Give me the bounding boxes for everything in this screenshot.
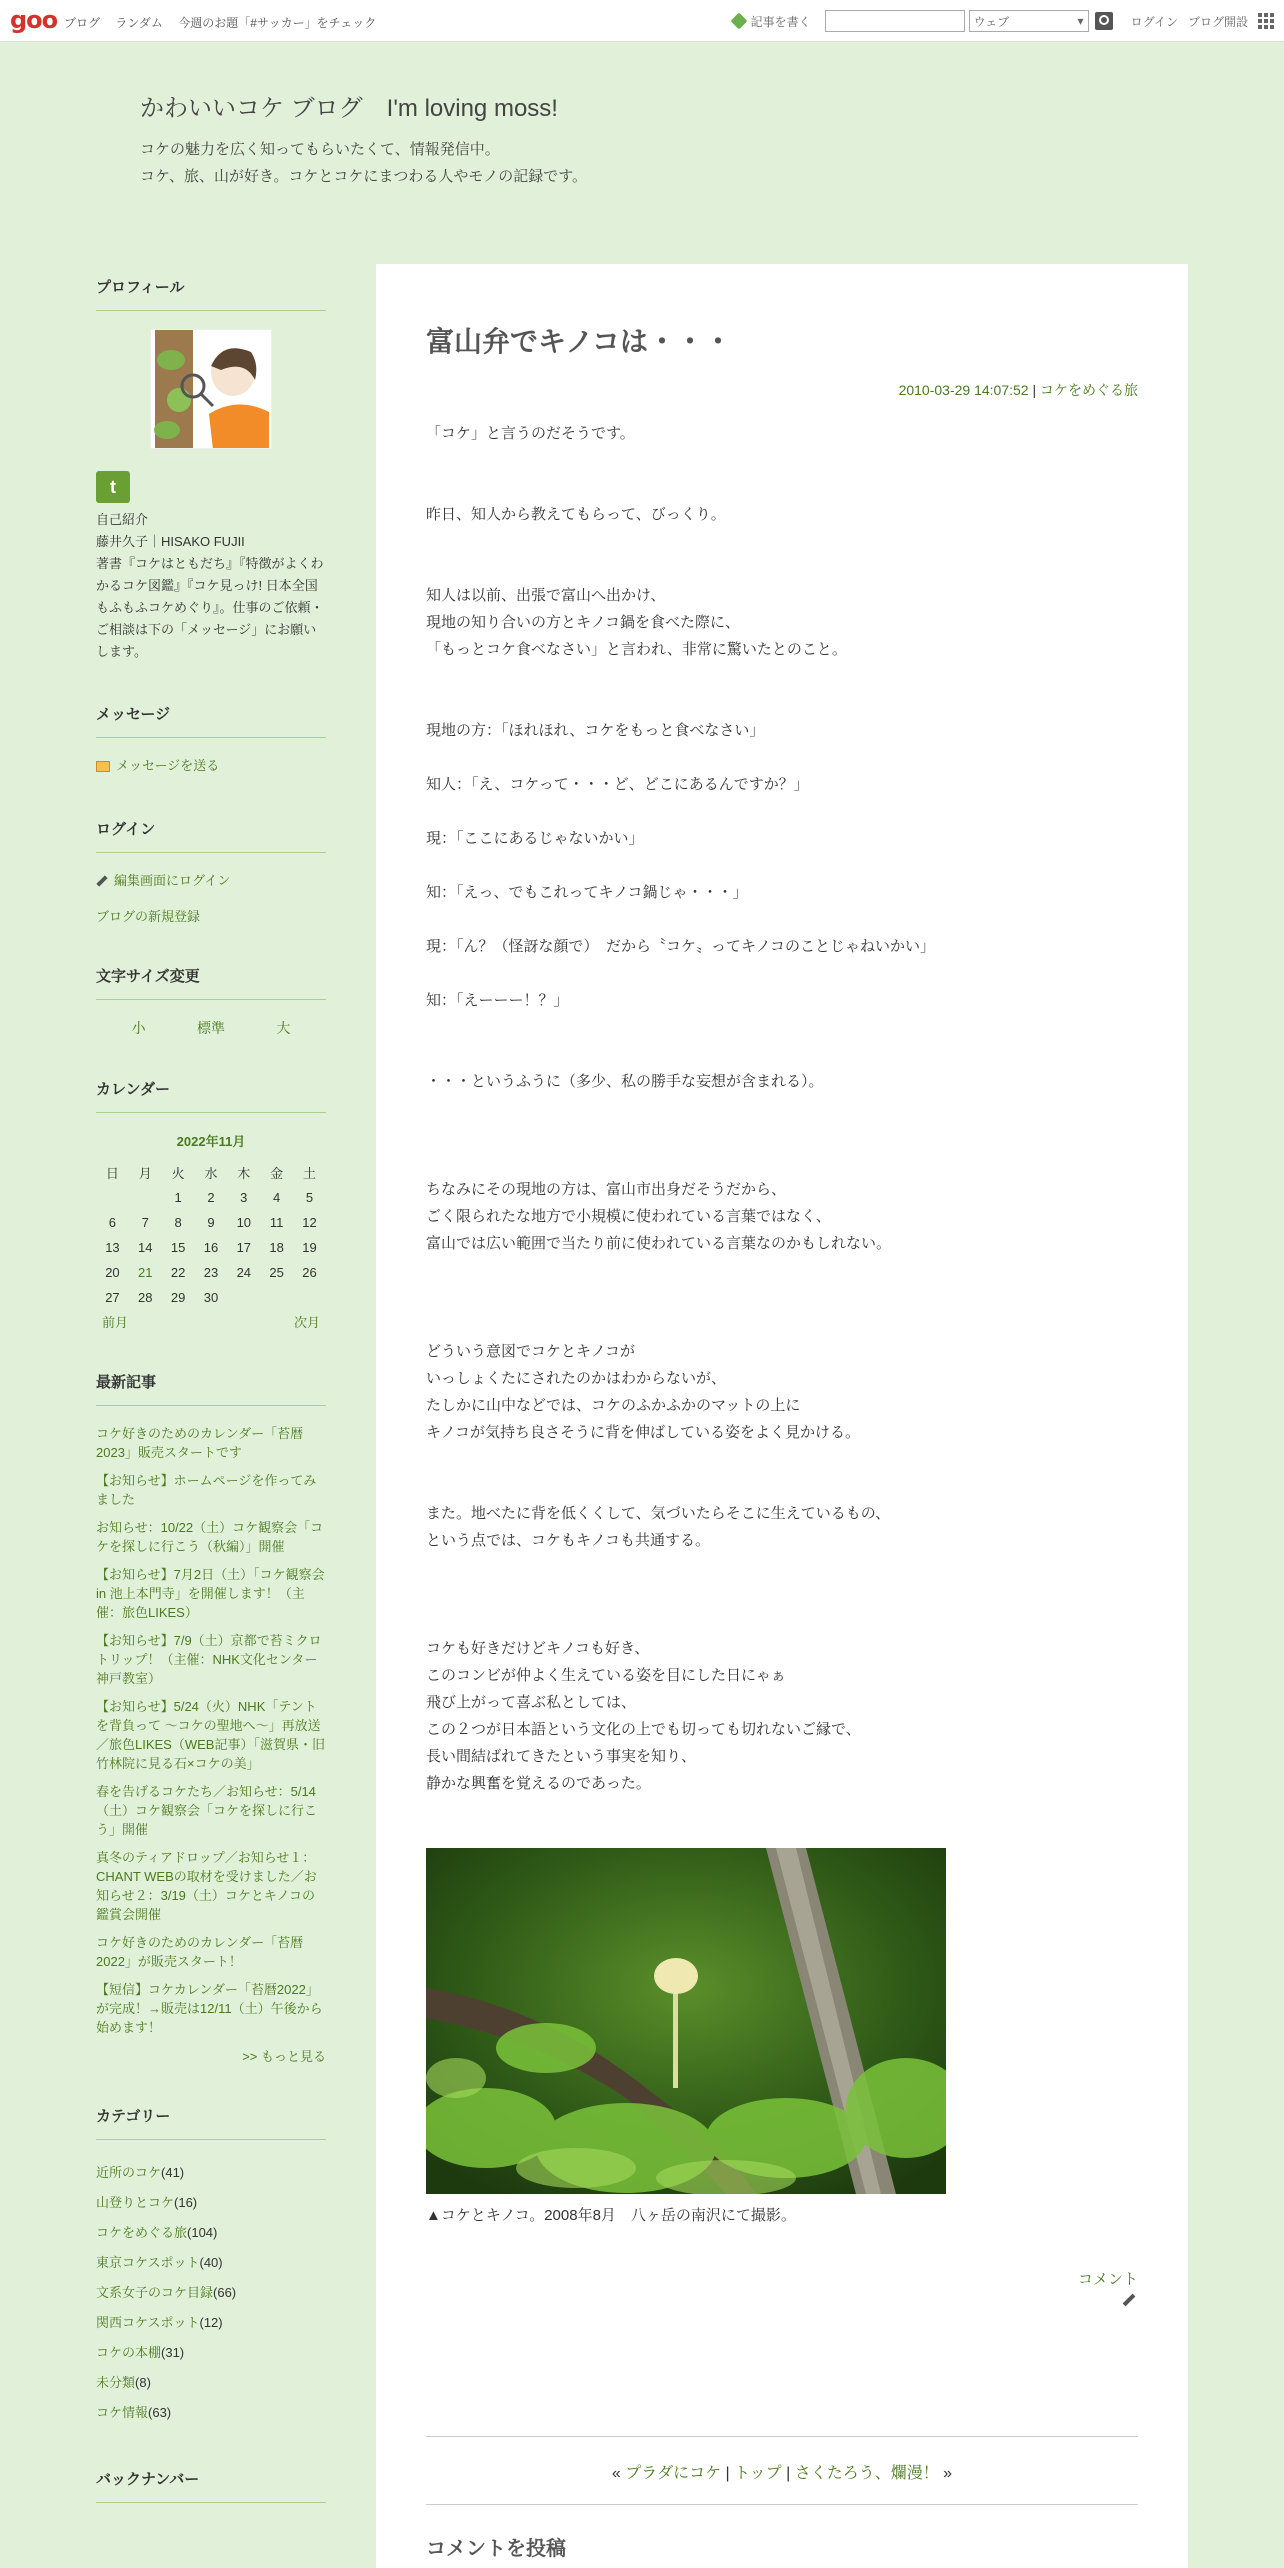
entry-body-line [426, 852, 1138, 879]
entry-body [426, 420, 1138, 1797]
nav-prev-prefix: « [611, 2465, 626, 2482]
goo-logo[interactable]: goo [10, 6, 58, 34]
entry-body-line [426, 1473, 1138, 1500]
fontsize-heading: 文字サイズ変更 [96, 965, 326, 1000]
search-input[interactable] [825, 10, 965, 32]
weekday-tue: 火 [171, 1166, 185, 1181]
recent-post-link[interactable]: 【お知らせ】ホームページを作ってみました [96, 1473, 317, 1507]
register-blog-link[interactable]: ブログの新規登録 [96, 909, 201, 924]
recent-post-link[interactable]: コケ好きのためのカレンダー「苔暦2023」販売スタートです [96, 1426, 304, 1460]
nav-separator: | [721, 2465, 735, 2482]
category-count: (8) [135, 2375, 151, 2390]
nav-separator: | [781, 2465, 795, 2482]
entry-navigation [376, 2460, 1188, 2483]
top-right-tools [733, 9, 1274, 33]
category-name: 山登りとコケ [96, 2195, 175, 2210]
entry-body-line [426, 1608, 1138, 1635]
category-count: (40) [199, 2255, 223, 2270]
recent-post-link[interactable]: 【お知らせ】5/24（火）NHK「テントを背負って ～コケの聖地へ～」再放送／旅色LIKES（WEB記事）「滋賀県・旧竹林院に見る石×コケの美」 [96, 1699, 325, 1771]
calendar-week [96, 1260, 326, 1285]
calendar-day [96, 1185, 129, 1210]
top-link[interactable]: トップ [734, 2465, 782, 2482]
calendar-heading: カレンダー [96, 1078, 326, 1113]
top-link-random[interactable]: ランダム [115, 16, 163, 30]
entry-date[interactable]: 2010-03-29 14:07:52 [898, 382, 1029, 398]
calendar-day: 6 [108, 1215, 117, 1230]
entry-body-line: 現地の知り合いの方とキノコ鍋を食べた際に、 [426, 614, 740, 631]
entry-body-line [426, 1149, 1138, 1176]
main-entry [376, 264, 1188, 2568]
entry-body-line: 知人：「え、コケって・・・ど、どこにあるんですか？」 [426, 776, 809, 793]
entry-body-line: どういう意図でコケとキノコが [426, 1343, 635, 1360]
category-name: コケの本棚 [96, 2345, 162, 2360]
search-scope-select[interactable] [969, 10, 1089, 32]
top-links [64, 14, 388, 31]
calendar-day: 12 [302, 1215, 317, 1230]
top-link-blog[interactable]: ブログ [64, 16, 101, 30]
category-item[interactable] [96, 2368, 326, 2398]
calendar-month[interactable]: 2022年11月 [176, 1134, 246, 1149]
calendar-day: 9 [207, 1215, 215, 1230]
mail-icon [96, 761, 110, 772]
entry-body-line: また。地べたに背を低くくして、気づいたらそこに生えているもの、 [426, 1505, 891, 1522]
divider [426, 2504, 1138, 2505]
entry-body-line [426, 1446, 1138, 1473]
weekday-mon: 月 [138, 1166, 152, 1181]
blog-title[interactable]: かわいいコケ ブログ I'm loving moss! [140, 95, 558, 122]
chevron-down-icon: ▾ [1077, 14, 1084, 28]
calendar-day: 16 [203, 1240, 219, 1255]
edit-pen-icon[interactable] [1123, 2294, 1136, 2307]
profile-intro-label: 自己紹介 [96, 512, 149, 527]
entry-body-line: 知：「えっ、でもこれってキノコ鍋じゃ・・・」 [426, 884, 748, 901]
recent-post-link[interactable]: 【お知らせ】7/9（土）京都で苔ミクロトリップ！（主催：NHK文化センター神戸教室） [96, 1633, 322, 1686]
write-article-label: 記事を書く [750, 14, 811, 29]
calendar-next-month[interactable]: 次月 [293, 1315, 320, 1330]
edit-login-link[interactable] [96, 871, 326, 891]
calendar-day: 25 [269, 1265, 284, 1280]
calendar-day: 4 [273, 1190, 281, 1205]
entry-body-line: 現：「ん？（怪訝な顔で） だから〝コケ〟ってキノコのことじゃねいかい」 [426, 938, 935, 955]
edit-login-label: 編集画面にログイン [114, 873, 231, 888]
top-link-weekly-topic[interactable]: 今週のお題「#サッカー」をチェック [178, 16, 377, 30]
comment-post-heading: コメントを投稿 [426, 2538, 566, 2560]
calendar-weekdays [96, 1160, 326, 1185]
entry-meta-separator: | [1028, 382, 1040, 398]
recent-post-link[interactable]: 真冬のティアドロップ／お知らせ１：CHANT WEBの取材を受けました／お知らせ２：3/19（土）コケとキノコの鑑賞会開催 [96, 1850, 317, 1922]
entry-body-line: このコンビが仲よく生えている姿を目にした日にゃぁ [426, 1667, 786, 1684]
fontsize-normal-link[interactable]: 標準 [196, 1020, 225, 1036]
send-message-label: メッセージを送る [116, 758, 220, 773]
calendar-day: 29 [170, 1290, 186, 1305]
entry-meta [899, 380, 1138, 400]
calendar-week [96, 1235, 326, 1260]
calendar-day: 5 [305, 1190, 314, 1205]
calendar-day [227, 1285, 260, 1310]
entry-body-line: ・・・というふうに（多少、私の勝手な妄想が含まれる）。 [426, 1073, 824, 1090]
blog-description [140, 136, 587, 190]
entry-body-line: ごく限られたな地方で小規模に使われている言葉ではなく、 [426, 1208, 831, 1225]
entry-body-line [426, 1554, 1138, 1581]
calendar-day: 17 [236, 1240, 252, 1255]
moss-mushroom-photo [426, 1848, 946, 2194]
blog-description-line-2: コケ、旅、山が好き。コケとコケにまつわる人やモノの記録です。 [140, 168, 588, 185]
calendar-week [96, 1210, 326, 1235]
weekday-wed: 水 [204, 1166, 218, 1181]
calendar-day: 22 [170, 1265, 186, 1280]
category-item[interactable] [96, 2308, 326, 2338]
category-name: 東京コケスポット [96, 2255, 200, 2270]
next-entry-link[interactable]: さくたろう、爛漫！ [794, 2465, 939, 2482]
calendar-day: 11 [269, 1215, 284, 1230]
entry-body-line [426, 744, 1138, 771]
category-name: コケをめぐる旅 [96, 2225, 188, 2240]
entry-body-line: たしかに山中などでは、コケのふかふかのマットの上に [426, 1397, 801, 1414]
calendar-day [129, 1185, 162, 1210]
profile-heading: プロフィール [96, 276, 326, 311]
entry-body-line [426, 1041, 1138, 1068]
entry-body-line: コケも好きだけどキノコも好き、 [426, 1640, 650, 1657]
message-heading: メッセージ [96, 703, 326, 738]
sidebar [96, 276, 326, 2521]
calendar-day [260, 1285, 293, 1310]
calendar-day: 15 [170, 1240, 186, 1255]
entry-body-line: 現地の方：「ほれほれ、コケをもっと食べなさい」 [426, 722, 765, 739]
calendar-day: 26 [302, 1265, 317, 1280]
entry-title[interactable]: 富山弁でキノコは・・・ [426, 326, 733, 357]
weekday-sun: 日 [105, 1166, 119, 1181]
entry-body-line: という点では、コケもキノコも共通する。 [426, 1532, 710, 1549]
fontsize-small-link[interactable]: 小 [131, 1020, 146, 1036]
category-name: コケ情報 [96, 2405, 149, 2420]
category-count: (104) [187, 2225, 218, 2240]
entry-body-line [426, 1122, 1138, 1149]
calendar-day: 2 [207, 1190, 215, 1205]
more-posts-link[interactable]: >> もっと見る [242, 2049, 326, 2064]
search-button[interactable] [1095, 12, 1113, 30]
category-item[interactable] [96, 2338, 326, 2368]
profile-text: 藤井久子｜HISAKO FUJII 著書『コケはともだち』『特徴がよくわかるコケ図鑑』『コケ見っけ! 日本全国もふもふコケめぐり』。仕事のご依頼・ご相談は下の「メッセージ」にお願いします。 [96, 534, 324, 659]
entry-body-line [426, 960, 1138, 987]
prev-entry-link[interactable]: プラダにコケ [625, 2465, 722, 2482]
calendar-day: 1 [174, 1190, 182, 1205]
calendar-week [96, 1285, 326, 1310]
recent-posts-heading: 最新記事 [96, 1371, 326, 1406]
photo-caption: ▲コケとキノコ。2008年8月 八ヶ岳の南沢にて撮影。 [426, 2207, 796, 2224]
entry-body-line: 「もっとコケ食べなさい」と言われ、非常に驚いたとのこと。 [426, 641, 847, 658]
category-count: (66) [213, 2285, 237, 2300]
entry-body-line [426, 555, 1138, 582]
calendar-week [96, 1185, 326, 1210]
recent-post-link[interactable]: お知らせ：10/22（土）コケ観察会「コケを探しに行こう（秋編）」開催 [96, 1520, 324, 1554]
divider [426, 2436, 1138, 2437]
write-article-button[interactable] [733, 13, 811, 30]
calendar-day: 3 [240, 1190, 248, 1205]
calendar-table [96, 1160, 326, 1310]
entry-body-line [426, 1014, 1138, 1041]
recent-post-link[interactable]: 【お知らせ】7月2日（土）「コケ観察会 in 池上本門寺」を開催します！（主催：旅色LIKES） [96, 1567, 325, 1620]
nav-next-suffix: » [938, 2465, 953, 2482]
entry-body-line [426, 690, 1138, 717]
weekday-thu: 木 [237, 1166, 251, 1181]
category-item[interactable] [96, 2278, 326, 2308]
category-name: 未分類 [96, 2375, 136, 2390]
calendar-day: 27 [105, 1290, 120, 1305]
photo-illustration [426, 1848, 946, 2194]
category-count: (41) [161, 2165, 185, 2180]
category-name: 文系女子のコケ目録 [96, 2285, 214, 2300]
entry-body-line: キノコが気持ち良さそうに背を伸ばしている姿をよく見かける。 [426, 1424, 860, 1441]
edit-pen-icon [96, 875, 107, 886]
pen-icon [730, 13, 747, 30]
weekday-sat: 土 [303, 1166, 317, 1181]
apps-grid-icon[interactable] [1258, 13, 1274, 29]
categories-list [96, 2158, 326, 2428]
entry-body-line [426, 1581, 1138, 1608]
calendar-day: 13 [105, 1240, 120, 1255]
entry-body-line: いっしょくたにされたのかはわからないが、 [426, 1370, 727, 1387]
calendar-day: 28 [138, 1290, 153, 1305]
entry-category-link[interactable]: コケをめぐる旅 [1040, 382, 1138, 398]
recent-post-link[interactable]: 春を告げるコケたち／お知らせ：5/14（土）コケ観察会「コケを探しに行こう」開催 [96, 1784, 318, 1837]
login-link[interactable]: ログイン [1130, 14, 1178, 29]
entry-body-line: この２つが日本語という文化の上でも切っても切れないご縁で、 [426, 1721, 861, 1738]
blog-description-line-1: コケの魅力を広く知ってもらいたくて、情報発信中。 [140, 141, 500, 158]
entry-body-line: 知人は以前、出張で富山へ出かけ、 [426, 587, 666, 604]
calendar-day: 10 [236, 1215, 252, 1230]
entry-body-line [426, 663, 1138, 690]
entry-body-line [426, 906, 1138, 933]
entry-body-line: 現：「ここにあるじゃないかい」 [426, 830, 644, 847]
category-count: (63) [148, 2405, 172, 2420]
entry-body-line [426, 528, 1138, 555]
entry-body-line: 長い間結ばれてきたという事実を知り、 [426, 1748, 697, 1765]
category-count: (31) [161, 2345, 185, 2360]
category-item[interactable] [96, 2248, 326, 2278]
calendar-day: 19 [302, 1240, 317, 1255]
profile-illustration [151, 330, 272, 449]
calendar-day: 8 [174, 1215, 182, 1230]
entry-body-line: 静かな興奮を覚えるのであった。 [426, 1775, 651, 1792]
comment-link[interactable]: コメント [1077, 2271, 1138, 2288]
entry-body-line [426, 474, 1138, 501]
calendar-prev-month[interactable]: 前月 [102, 1315, 129, 1330]
category-item[interactable] [96, 2218, 326, 2248]
entry-body-line: 昨日、知人から教えてもらって、びっくり。 [426, 506, 726, 523]
entry-body-line [426, 1284, 1138, 1311]
search-scope-value: ウェブ [973, 14, 1010, 29]
calendar-day: 18 [269, 1240, 284, 1255]
entry-body-line [426, 1257, 1138, 1284]
top-bar [0, 0, 1284, 42]
entry-body-line [426, 798, 1138, 825]
category-name: 関西コケスポット [96, 2315, 200, 2330]
twitter-icon[interactable]: t [96, 471, 130, 503]
entry-body-line [426, 447, 1138, 474]
login-heading: ログイン [96, 818, 326, 853]
calendar-day-link[interactable]: 21 [138, 1265, 153, 1280]
entry-body-line: 飛び上がって喜ぶ私としては、 [426, 1694, 637, 1711]
calendar-day: 14 [138, 1240, 153, 1255]
calendar-day: 20 [105, 1265, 120, 1280]
category-item[interactable] [96, 2188, 326, 2218]
entry-body-line: 「コケ」と言うのだそうです。 [426, 425, 635, 442]
category-item[interactable] [96, 2398, 326, 2428]
weekday-fri: 金 [270, 1166, 284, 1181]
calendar-day: 23 [203, 1265, 219, 1280]
recent-posts-list [96, 1424, 326, 2037]
send-message-link[interactable] [96, 756, 326, 776]
category-count: (12) [199, 2315, 223, 2330]
backnumber-heading: バックナンバー [96, 2468, 326, 2503]
profile-avatar [150, 329, 272, 449]
recent-post-link[interactable]: コケ好きのためのカレンダー「苔暦2022」が販売スタート！ [96, 1935, 304, 1969]
category-name: 近所のコケ [96, 2165, 162, 2180]
entry-body-line: 富山では広い範囲で当たり前に使われている言葉なのかもしれない。 [426, 1235, 892, 1252]
fontsize-options [96, 1018, 326, 1038]
entry-body-line [426, 1311, 1138, 1338]
calendar-day: 7 [141, 1215, 149, 1230]
entry-body-line: ちなみにその現地の方は、富山市出身だそうだから、 [426, 1181, 787, 1198]
calendar-nav [96, 1312, 326, 1331]
category-item[interactable] [96, 2158, 326, 2188]
category-count: (16) [174, 2195, 198, 2210]
calendar-day: 24 [236, 1265, 252, 1280]
entry-body-line: 知：「えーーー！？」 [426, 992, 569, 1009]
entry-body-line [426, 1095, 1138, 1122]
fontsize-large-link[interactable]: 大 [276, 1020, 291, 1036]
categories-heading: カテゴリー [96, 2105, 326, 2140]
recent-post-link[interactable]: 【短信】コケカレンダー「苔暦2022」が完成！→販売は12/11（土）午後から始めます！ [96, 1982, 323, 2035]
calendar-day [293, 1285, 326, 1310]
open-blog-link[interactable]: ブログ開設 [1187, 14, 1248, 29]
calendar-day: 30 [203, 1290, 219, 1305]
